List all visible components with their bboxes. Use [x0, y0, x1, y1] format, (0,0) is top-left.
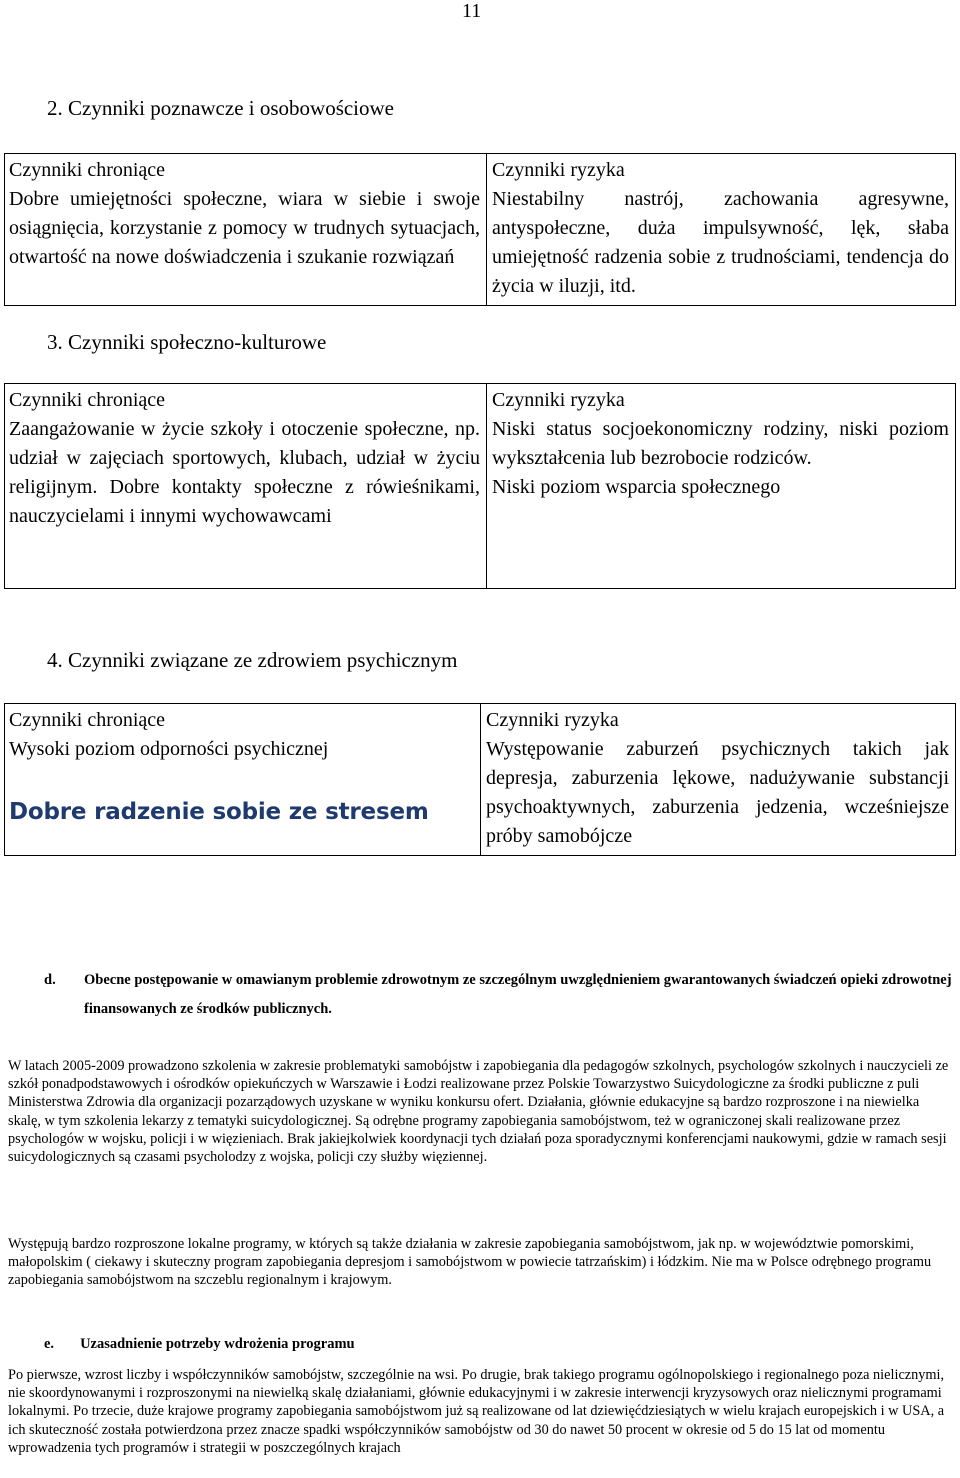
protective-factors-title: Czynniki chroniące: [9, 389, 166, 411]
protective-factors-text: Dobre umiejętności społeczne, wiara w siebie i swoje osiągnięcia, korzystanie z pomocy w trudnych sytuacjach, otwartość na nowe doświadczenia i szukanie rozwiązań: [9, 188, 480, 268]
protective-factors-cell: [5, 704, 481, 856]
section-d-letter: d.: [44, 972, 56, 988]
section-2-heading: 2. Czynniki poznawcze i osobowościowe: [47, 96, 395, 120]
section-e-heading: [44, 1336, 355, 1353]
risk-factors-cell: [487, 384, 956, 589]
risk-factors-text: Występowanie zaburzeń psychicznych takich jak depresja, zaburzenia lękowe, nadużywanie substancji psychoaktywnych, zaburzenia jedzenia, wcześniejsze próby samobójcze: [486, 738, 949, 847]
stress-coping-text: Dobre radzenie sobie ze stresem: [9, 799, 429, 825]
risk-factors-title: Czynniki ryzyka: [492, 389, 625, 411]
section-3-heading: 3. Czynniki społeczno-kulturowe: [47, 330, 327, 354]
protective-factors-title: Czynniki chroniące: [9, 709, 166, 731]
risk-factors-text: Niestabilny nastrój, zachowania agresywne, antyspołeczne, duża impulsywność, lęk, słaba umiejętność radzenia sobie z trudnościami, tendencja do życia w iluzji, itd.: [492, 188, 949, 297]
section-4-table: [4, 703, 956, 856]
section-e-title: Uzasadnienie potrzeby wdrożenia programu: [80, 1336, 355, 1352]
risk-factors-cell: [481, 704, 956, 856]
section-2-table: [4, 153, 956, 306]
protective-factors-cell: [5, 154, 487, 306]
protective-factors-cell: [5, 384, 487, 589]
section-4-heading: 4. Czynniki związane ze zdrowiem psychicznym: [47, 648, 458, 672]
section-d-paragraph-1: W latach 2005-2009 prowadzono szkolenia w zakresie problematyki samobójstw i zapobiegania dla pedagogów szkolnych, psychologów szkolnych i nauczycieli ze szkół ponadpodstawowych i ośrodków opiekuńczych w Warszawie i Łodzi realizowane przez Polskie Towarzystwo Suicydologiczne za środki publiczne z puli Ministerstwa Zdrowia dla organizacji pozarządowych uzyskane w wyniku konkursu ofert. Działania, głównie edukacyjne są bardzo rozproszone i na niewielka skalę, w tym szkolenia lekarzy z tematyki suicydologicznej. Są odrębne programy zapobiegania samobójstwom, też w ograniczonej skali realizowane przez psychologów w wojsku, policji i w więzieniach. Brak jakiejkolwiek koordynacji tych działań poza sporadycznymi konferencjami naukowymi, gdzie w ramach sesji suicydologicznych są czasami psycholodzy z wojska, policji czy służby więziennej.: [8, 1058, 949, 1166]
section-d-paragraph-2: Występują bardzo rozproszone lokalne programy, w których są także działania w zakresie zapobiegania samobójstwom, jak np. w województwie pomorskimi, małopolskim ( ciekawy i skuteczny program zapobiegania depresjom i samobójstwom w powiecie tatrzańskim) i łódzkim. Nie ma w Polsce odrębnego programu zapobiegania samobójstwom na szczeblu regionalnym i krajowym.: [8, 1236, 932, 1289]
protective-factors-text: Zaangażowanie w życie szkoły i otoczenie społeczne, np. udział w zajęciach sportowych, klubach, udział w życiu religijnym. Dobre kontakty społeczne z rówieśnikami, nauczycielami i innymi wychowawcami: [9, 418, 480, 527]
section-3-table: [4, 383, 956, 589]
risk-factors-text: Niski status socjoekonomiczny rodziny, niski poziom wykształcenia lub bezrobocie rodziców.: [492, 418, 949, 469]
risk-factors-title: Czynniki ryzyka: [492, 159, 625, 181]
risk-factors-cell: [487, 154, 956, 306]
section-e-paragraph: Po pierwsze, wzrost liczby i współczynników samobójstw, szczególnie na wsi. Po drugie, brak takiego programu ogólnopolskiego i regionalnego poza nielicznymi, nie skoordynowanymi i rozproszonymi na niewielką skalę działaniami, głównie edukacyjnymi i w zakresie interwencji kryzysowych oraz nielicznymi programami lokalnymi. Po trzecie, duże krajowe programy zapobiegania samobójstwom już są realizowane od lat dziewięćdziesiątych w wielu krajach europejskich i w USA, a ich skuteczność została potwierdzona przez znacze spadki współczynników samobójstw od 30 do nawet 50 procent w okresie od 5 do 15 lat od momentu wprowadzenia tych programów i strategii w poszczególnych krajach: [8, 1367, 945, 1456]
protective-factors-title: Czynniki chroniące: [9, 159, 166, 181]
risk-factors-title: Czynniki ryzyka: [486, 709, 619, 731]
page-number: 11: [462, 0, 482, 22]
protective-factors-text: Wysoki poziom odporności psychicznej: [9, 738, 329, 760]
section-e-letter: e.: [44, 1336, 55, 1352]
section-d-heading: [44, 966, 954, 1024]
risk-factors-text-2: Niski poziom wsparcia społecznego: [492, 476, 781, 498]
section-d-title: Obecne postępowanie w omawianym problemie zdrowotnym ze szczególnym uwzględnieniem gwarantowanych świadczeń opieki zdrowotnej finansowanych ze środków publicznych.: [84, 972, 952, 1017]
